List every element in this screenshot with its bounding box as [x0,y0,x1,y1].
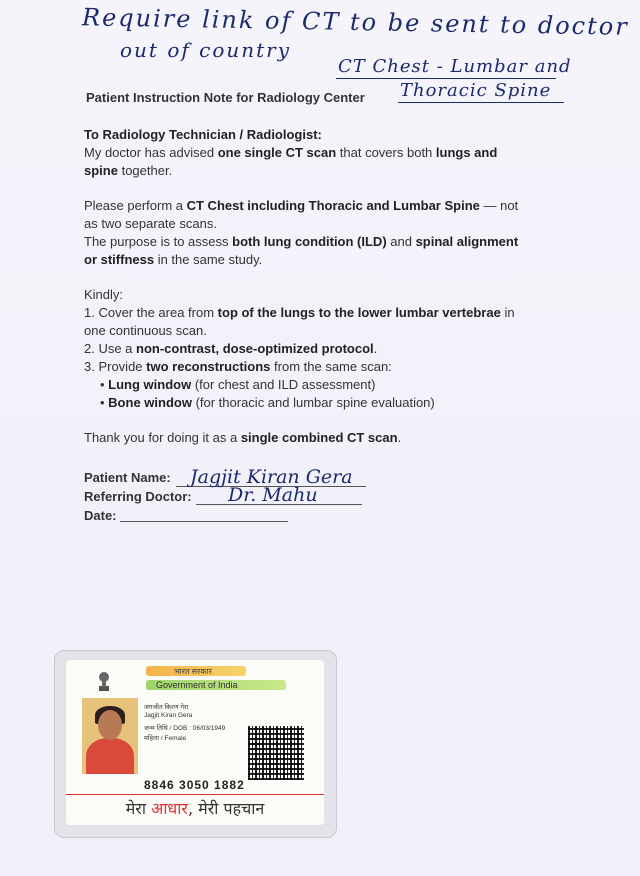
patient-name-label: Patient Name: [84,470,171,485]
text: in one continuous scan. [84,305,515,338]
holder-name: Jagjit Kiran Gera [144,712,193,719]
text: in the same study. [154,252,263,267]
holder-gender: महिला / Female [144,735,187,742]
qr-code [248,726,304,780]
text: आधार [151,799,188,818]
sub-bullet: • Lung window (for chest and ILD assessment) [100,377,376,392]
text: 1. Cover the area from [84,305,218,320]
text: (for thoracic and lumbar spine evaluation) [191,395,435,410]
handwritten-note-line2: out of country [120,38,292,62]
text: and [386,234,416,249]
text: The purpose is to assess [84,234,233,249]
photo-face [98,710,122,740]
national-emblem-icon [96,670,112,692]
bold-text: spinal alignment or stiffness [84,234,519,267]
intro-heading: To Radiology Technician / Radiologist: [84,127,322,142]
patient-name-value: Jagjit Kiran Gera [190,466,353,488]
intro-paragraph [84,126,534,180]
bold-text: CT Chest including Thoracic and Lumbar Spine [186,198,480,213]
bold-text: both lung condition (ILD) [232,234,387,249]
bold-text: top of the lungs to the lower lumbar vertebrae [217,305,501,320]
bold-text: single combined CT scan [240,430,398,445]
text: . [397,430,402,445]
instruction-body [84,126,534,464]
text: (for chest and ILD assessment) [191,377,376,392]
text: . [373,341,378,356]
handwritten-note-line1: Require link of CT to be sent to doctor [81,3,629,41]
text: 2. Use a [84,341,137,356]
bold-text: non-contrast, dose-optimized protocol [136,341,374,356]
aadhaar-card [66,660,324,825]
handwritten-note-line4: Thoracic Spine [400,80,552,101]
bold-text: two reconstructions [146,359,271,374]
govt-english-label: Government of India [156,680,238,690]
photo-saree [86,738,134,774]
handwritten-note-line3: CT Chest - Lumbar and [338,56,572,77]
referring-doctor-label: Referring Doctor: [84,489,192,504]
text: My doctor has advised [84,145,218,160]
govt-hindi-label: भारत सरकार [174,667,212,676]
text: Please perform a [84,198,187,213]
aadhaar-tagline [66,797,324,819]
bold-text: lungs and spine [84,145,498,178]
aadhaar-number: 8846 3050 1882 [144,778,245,792]
date-label: Date: [84,508,117,523]
card-divider [66,794,324,795]
page-title: Patient Instruction Note for Radiology Center [86,90,365,105]
holder-name-hindi: जगजीत किरण गेरा [144,704,189,711]
text: — not as two separate scans. [84,198,519,231]
bold-text: one single CT scan [217,145,337,160]
bold-text: Lung window [108,377,192,392]
holder-dob: जन्म तिथि / DOB : 06/03/1949 [144,725,226,732]
referring-doctor-value: Dr. Mahu [228,484,318,506]
thanks-paragraph [84,429,534,447]
text: Thank you for doing it as a [84,430,241,445]
text: 3. Provide [84,359,147,374]
text: from the same scan: [270,359,392,374]
bold-text: Bone window [108,395,192,410]
text: , मेरी पहचान [187,799,265,818]
sub-bullet: • Bone window (for thoracic and lumbar spine evaluation) [100,395,435,410]
handwritten-underline [398,102,564,103]
text: that covers both [336,145,436,160]
kindly-list [84,286,534,412]
holder-photo [82,698,138,774]
handwritten-underline [336,78,556,79]
kindly-heading: Kindly: [84,287,124,302]
text: together. [117,163,173,178]
date-line [120,521,288,522]
request-paragraph [84,197,534,269]
text: मेरा [125,799,152,818]
